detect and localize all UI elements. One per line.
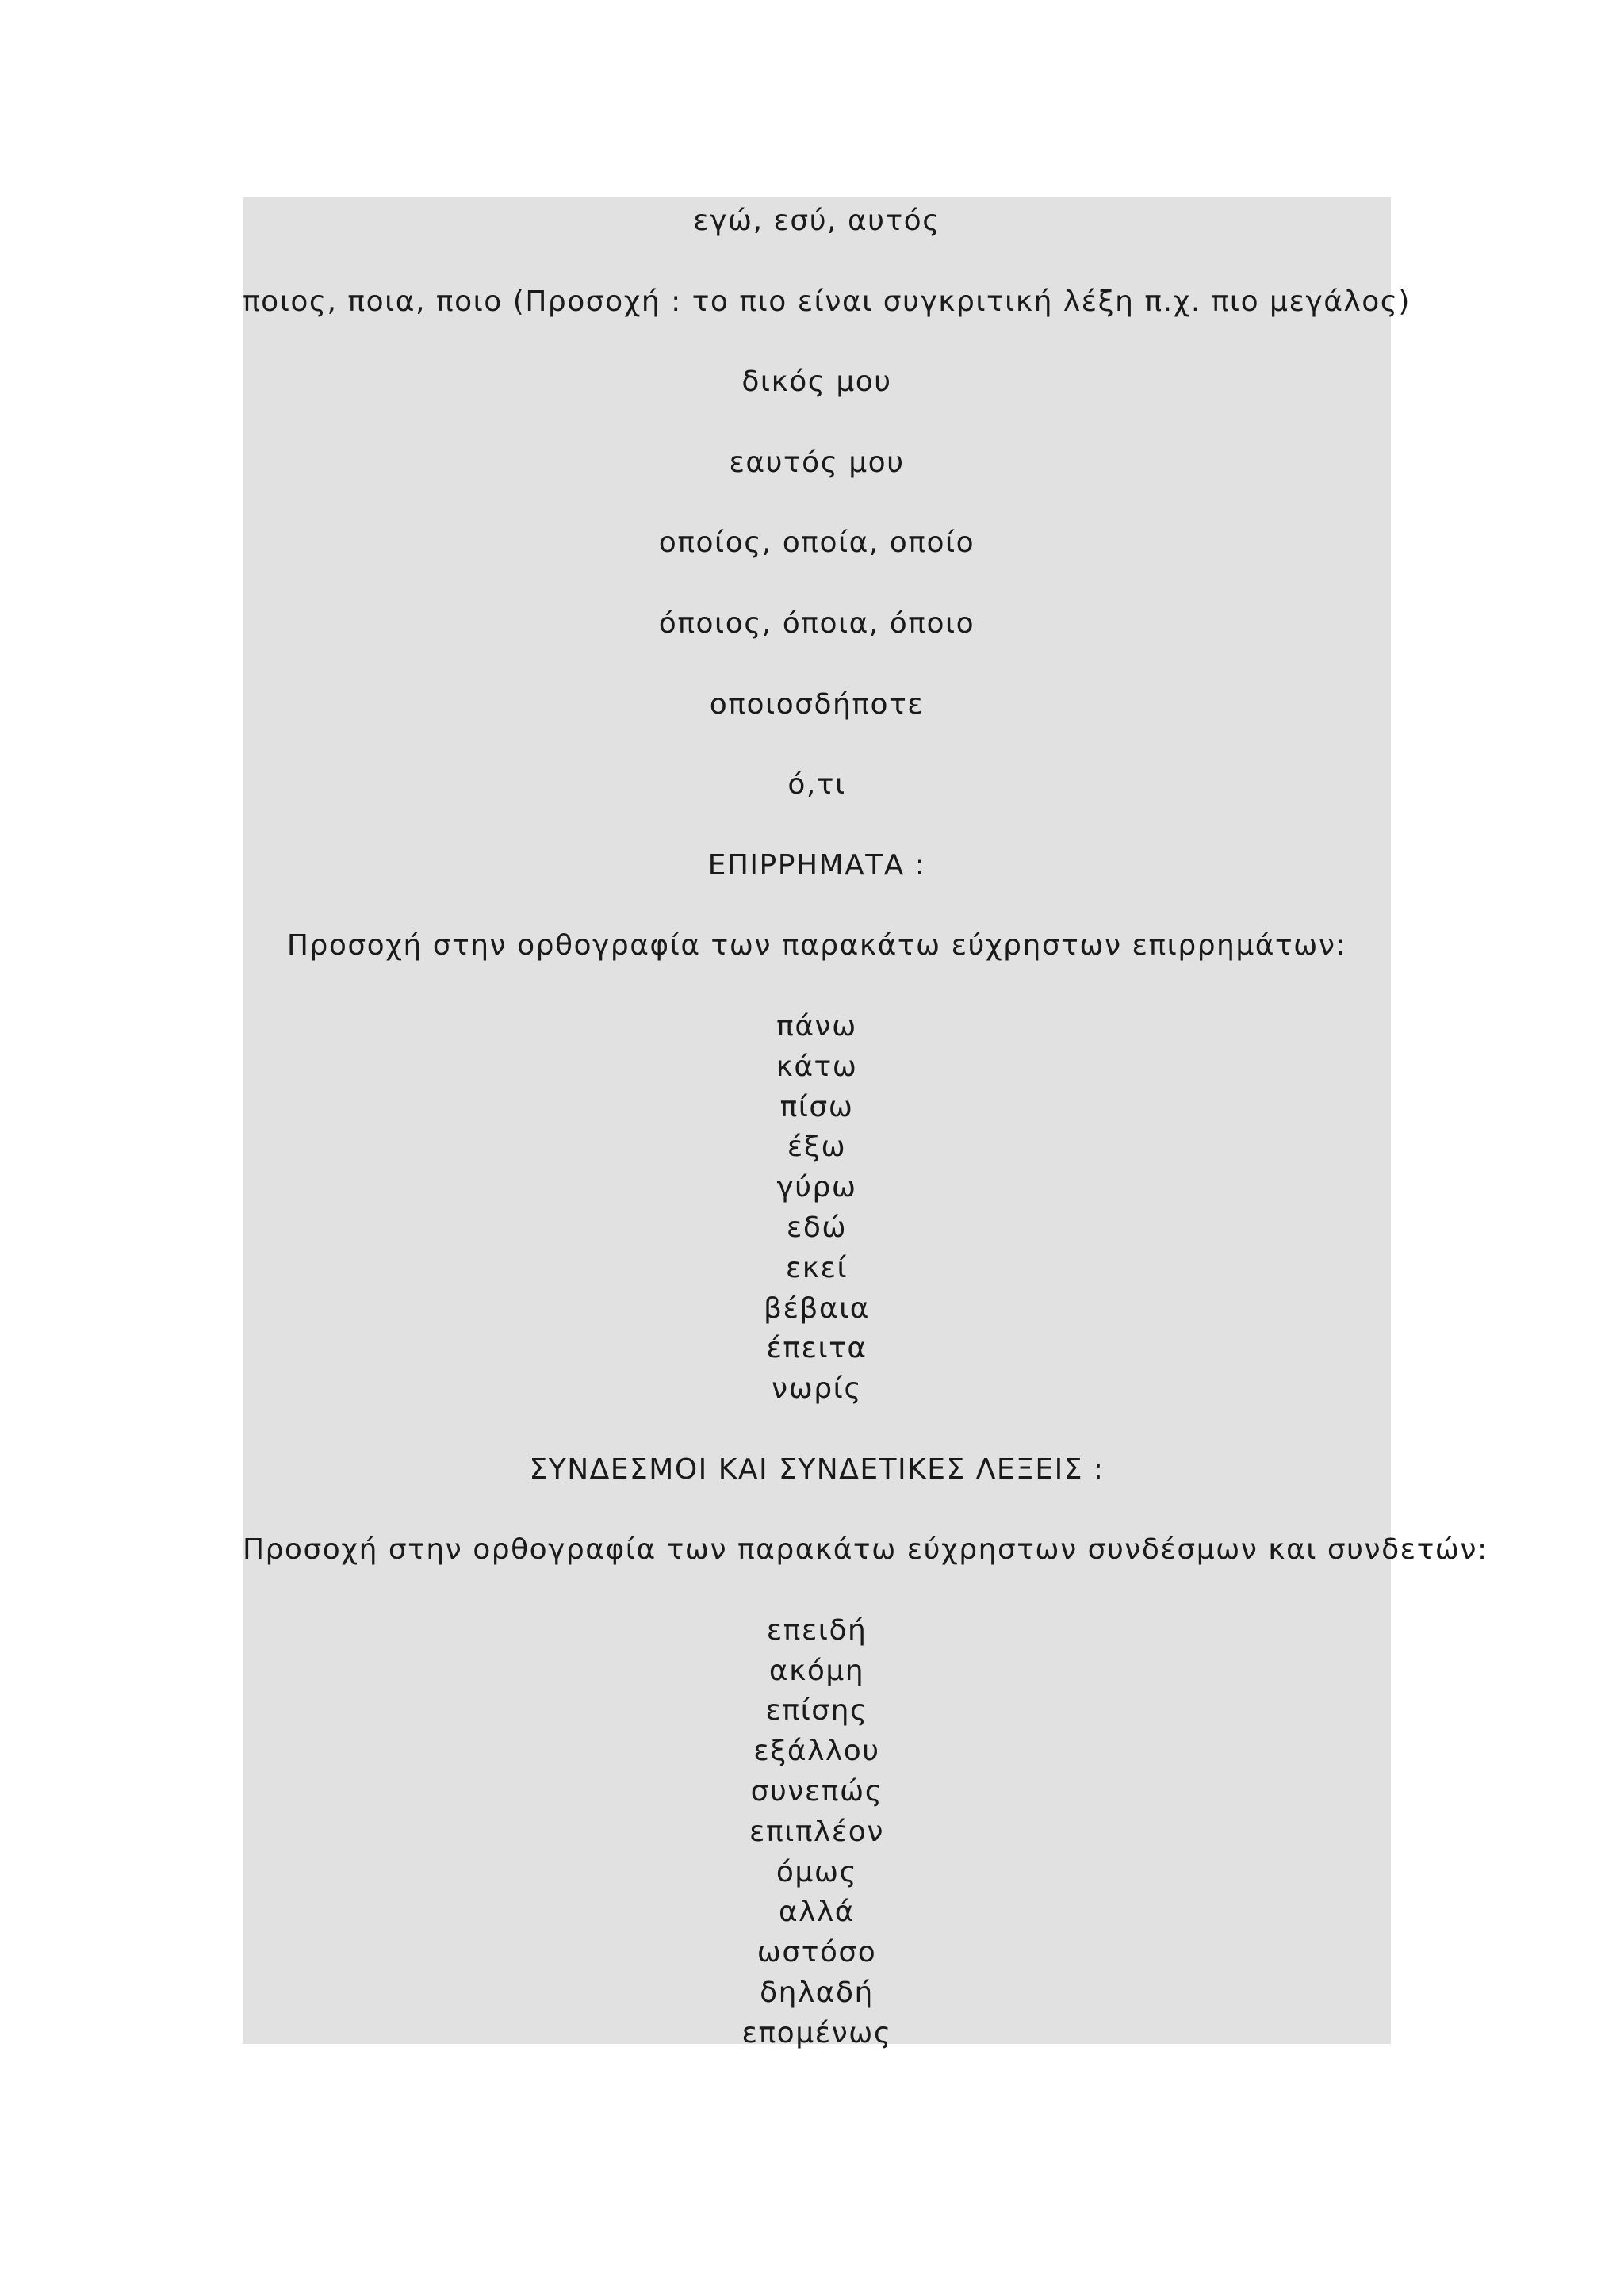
list-item: εκεί xyxy=(785,1251,848,1284)
list-item: συνεπώς xyxy=(750,1775,883,1808)
pronoun-line: εγώ, εσύ, αυτός xyxy=(693,205,940,237)
adverbs-intro: Προσοχή στην ορθογραφία των παρακάτω εύχρηστων επιρρημάτων: xyxy=(286,929,1347,962)
list-item: κάτω xyxy=(776,1050,858,1083)
conjunctions-list xyxy=(243,1611,1391,2054)
list-item: επίσης xyxy=(765,1694,868,1728)
adverbs-list xyxy=(243,1007,1391,1410)
list-item: πάνω xyxy=(776,1009,857,1043)
list-item: βέβαια xyxy=(763,1292,871,1325)
pronoun-line: οποίος, οποία, οποίο xyxy=(658,526,975,560)
pronoun-line: δικός μου xyxy=(741,365,892,399)
list-item: εξάλλου xyxy=(753,1735,880,1768)
list-item: επομένως xyxy=(741,2016,892,2049)
conjunctions-intro: Προσοχή στην ορθογραφία των παρακάτω εύχρηστων συνδέσμων και συνδετών: xyxy=(243,1533,1488,1567)
list-item: επειδή xyxy=(766,1613,868,1647)
list-item: ωστόσο xyxy=(756,1936,877,1969)
pronoun-line: ποιος, ποια, ποιο (Προσοχή : το πιο είναι συγκριτική λέξη π.χ. πιο μεγάλος) xyxy=(243,285,1411,318)
list-item: δηλαδή xyxy=(760,1976,874,2010)
list-item: έξω xyxy=(787,1131,847,1164)
document-panel xyxy=(243,197,1488,2049)
document-content xyxy=(243,197,1488,2054)
list-item: όμως xyxy=(776,1855,858,1888)
list-item: νωρίς xyxy=(772,1372,862,1406)
list-item: πίσω xyxy=(779,1090,854,1123)
list-item: ακόμη xyxy=(768,1654,865,1687)
list-item: επιπλέον xyxy=(749,1815,884,1848)
adverbs-heading: ΕΠΙΡΡΗΜΑΤΑ : xyxy=(707,848,926,882)
list-item: γύρω xyxy=(776,1171,857,1204)
list-item: έπειτα xyxy=(766,1332,868,1365)
pronoun-line: οποιοσδήποτε xyxy=(709,687,925,721)
list-item: εδώ xyxy=(786,1211,848,1244)
pronoun-line: όποιος, όποια, όποιο xyxy=(658,607,975,640)
pronoun-line: ό,τι xyxy=(787,768,846,802)
pronoun-line: εαυτός μου xyxy=(729,446,905,479)
list-item: αλλά xyxy=(778,1896,856,1929)
conjunctions-heading: ΣΥΝΔΕΣΜΟΙ ΚΑΙ ΣΥΝΔΕΤΙΚΕΣ ΛΕΞΕΙΣ : xyxy=(529,1452,1105,1486)
